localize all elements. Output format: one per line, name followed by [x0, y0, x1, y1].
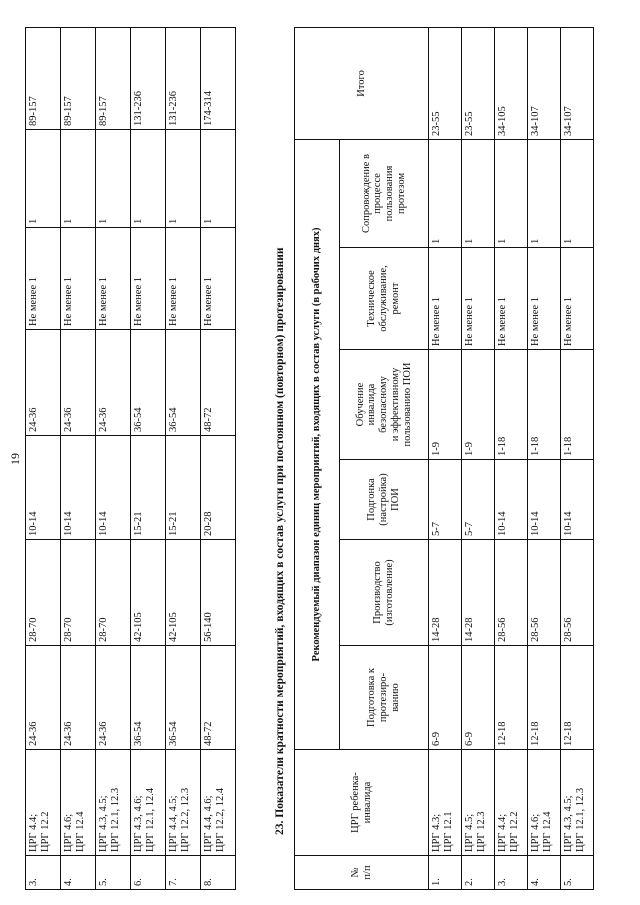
cell-total: 34-107	[561, 27, 594, 139]
cell-prep: 24-36	[61, 646, 96, 750]
cell-num: 5.	[561, 856, 594, 890]
header-num: № п/п	[295, 856, 429, 890]
cell-cpg: ЦРГ 4.4, 4.5; ЦРГ 12.2, 12.3	[166, 750, 201, 856]
cell-prep: 12-18	[495, 646, 528, 750]
cell-tech: Не менее 1	[561, 248, 594, 350]
cell-num: 5.	[96, 856, 131, 890]
cell-cpg: ЦРГ 4.3, 4.6; ЦРГ 12.1, 12.4	[131, 750, 166, 856]
continuation-table	[25, 27, 236, 890]
header-prep: Подготовка к протезиро- ванию	[340, 646, 429, 750]
cell-total: 131-236	[131, 28, 166, 130]
table-row	[96, 28, 131, 890]
cell-supp: 1	[561, 139, 594, 247]
cell-supp: 1	[166, 130, 201, 228]
cell-cpg: ЦРГ 4.3; ЦРГ 12.1	[429, 750, 462, 856]
cell-fit: 10-14	[61, 436, 96, 540]
cell-prep: 48-72	[201, 646, 236, 750]
cell-num: 3.	[495, 856, 528, 890]
header-total: Итого	[295, 27, 429, 139]
cell-prod: 42-105	[166, 540, 201, 646]
cell-fit: 5-7	[429, 460, 462, 540]
cell-num: 6.	[131, 856, 166, 890]
cell-train: 1-18	[561, 350, 594, 460]
cell-fit: 20-28	[201, 436, 236, 540]
cell-total: 34-105	[495, 27, 528, 139]
cell-total: 89-157	[26, 28, 61, 130]
cell-supp: 1	[131, 130, 166, 228]
cell-train: 24-36	[26, 330, 61, 436]
cell-cpg: ЦРГ 4.6; ЦРГ 12.4	[528, 750, 561, 856]
cell-prep: 24-36	[26, 646, 61, 750]
cell-cpg: ЦРГ 4.5; ЦРГ 12.3	[462, 750, 495, 856]
cell-supp: 1	[96, 130, 131, 228]
cell-num: 1.	[429, 856, 462, 890]
cell-num: 8.	[201, 856, 236, 890]
table-row	[201, 28, 236, 890]
cell-tech: Не менее 1	[528, 248, 561, 350]
cell-tech: Не менее 1	[166, 228, 201, 330]
table-row	[462, 27, 495, 889]
table-row	[429, 27, 462, 889]
cell-prep: 36-54	[166, 646, 201, 750]
cell-num: 2.	[462, 856, 495, 890]
cell-prep: 12-18	[561, 646, 594, 750]
header-group: Рекомендуемый диапазон единиц мероприятий, входящих в состав услуги (в рабочих днях)	[295, 139, 340, 749]
cell-tech: Не менее 1	[96, 228, 131, 330]
cell-train: 36-54	[131, 330, 166, 436]
cell-supp: 1	[462, 139, 495, 247]
cell-supp: 1	[495, 139, 528, 247]
cell-prod: 42-105	[131, 540, 166, 646]
cell-prep: 24-36	[96, 646, 131, 750]
section-23-title: 23. Показатели кратности мероприятий, входящих в состав услуги при постоянном (повторном) протезировании	[274, 247, 286, 835]
cell-train: 1-9	[429, 350, 462, 460]
cell-fit: 5-7	[462, 460, 495, 540]
cell-prep: 6-9	[462, 646, 495, 750]
cell-supp: 1	[528, 139, 561, 247]
table-row	[26, 28, 61, 890]
cell-prod: 28-70	[26, 540, 61, 646]
cell-cpg: ЦРГ 4.4; ЦРГ 12.2	[26, 750, 61, 856]
cell-num: 4.	[61, 856, 96, 890]
cell-prep: 12-18	[528, 646, 561, 750]
cell-num: 3.	[26, 856, 61, 890]
page-number: 19	[8, 453, 22, 465]
cell-train: 36-54	[166, 330, 201, 436]
header-cpg: ЦРГ ребенка- инвалида	[295, 750, 429, 856]
cell-total: 89-157	[96, 28, 131, 130]
cell-prod: 28-70	[96, 540, 131, 646]
cell-train: 48-72	[201, 330, 236, 436]
cell-total: 174-314	[201, 28, 236, 130]
cell-tech: Не менее 1	[462, 248, 495, 350]
cell-total: 23-55	[429, 27, 462, 139]
cell-fit: 10-14	[96, 436, 131, 540]
cell-cpg: ЦРГ 4.3, 4.5; ЦРГ 12.1, 12.3	[561, 750, 594, 856]
cell-fit: 15-21	[166, 436, 201, 540]
table-row	[166, 28, 201, 890]
cell-num: 7.	[166, 856, 201, 890]
cell-prep: 36-54	[131, 646, 166, 750]
table-row	[561, 27, 594, 889]
cell-train: 1-18	[528, 350, 561, 460]
cell-train: 24-36	[96, 330, 131, 436]
cell-num: 4.	[528, 856, 561, 890]
cell-fit: 10-14	[561, 460, 594, 540]
cell-supp: 1	[201, 130, 236, 228]
table-row	[495, 27, 528, 889]
cell-total: 131-236	[166, 28, 201, 130]
cell-cpg: ЦРГ 4.3, 4.5; ЦРГ 12.1, 12.3	[96, 750, 131, 856]
cell-tech: Не менее 1	[131, 228, 166, 330]
cell-train: 1-9	[462, 350, 495, 460]
cell-prod: 28-56	[561, 540, 594, 646]
cell-tech: Не менее 1	[61, 228, 96, 330]
cell-prod: 28-56	[528, 540, 561, 646]
header-fit: Подгонка (настройка) ПОИ	[340, 460, 429, 540]
cell-tech: Не менее 1	[201, 228, 236, 330]
cell-tech: Не менее 1	[26, 228, 61, 330]
cell-prod: 14-28	[462, 540, 495, 646]
cell-fit: 10-14	[26, 436, 61, 540]
header-train: Обучение инвалида безопасному и эффективному пользованию ПОИ	[340, 350, 429, 460]
header-prod: Производство (изготовление)	[340, 540, 429, 646]
cell-fit: 15-21	[131, 436, 166, 540]
cell-train: 24-36	[61, 330, 96, 436]
table-row	[61, 28, 96, 890]
cell-total: 23-55	[462, 27, 495, 139]
table-row	[528, 27, 561, 889]
cell-prep: 6-9	[429, 646, 462, 750]
cell-total: 34-107	[528, 27, 561, 139]
cell-supp: 1	[61, 130, 96, 228]
cell-cpg: ЦРГ 4.4; ЦРГ 12.2	[495, 750, 528, 856]
cell-prod: 14-28	[429, 540, 462, 646]
header-tech: Техническое обслуживание, ремонт	[340, 248, 429, 350]
cell-prod: 28-56	[495, 540, 528, 646]
cell-fit: 10-14	[495, 460, 528, 540]
cell-supp: 1	[429, 139, 462, 247]
cell-supp: 1	[26, 130, 61, 228]
header-supp: Сопровождение в процессе пользования протезом	[340, 139, 429, 247]
cell-cpg: ЦРГ 4.4, 4.6; ЦРГ 12.2, 12.4	[201, 750, 236, 856]
table-row	[131, 28, 166, 890]
cell-prod: 28-70	[61, 540, 96, 646]
section-23-table	[294, 27, 594, 890]
cell-train: 1-18	[495, 350, 528, 460]
cell-total: 89-157	[61, 28, 96, 130]
cell-tech: Не менее 1	[429, 248, 462, 350]
cell-tech: Не менее 1	[495, 248, 528, 350]
cell-cpg: ЦРГ 4.6; ЦРГ 12.4	[61, 750, 96, 856]
cell-fit: 10-14	[528, 460, 561, 540]
cell-prod: 56-140	[201, 540, 236, 646]
